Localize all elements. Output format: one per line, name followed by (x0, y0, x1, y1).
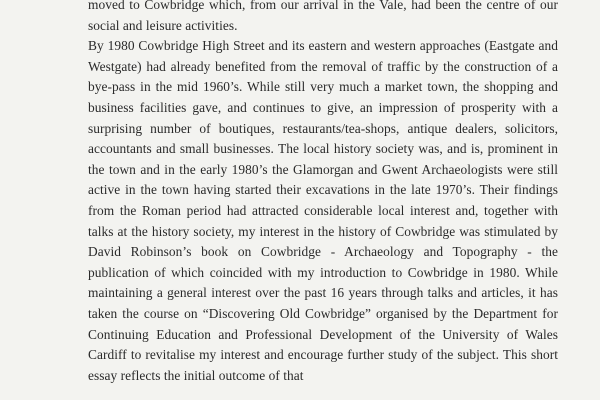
essay-text (88, 0, 558, 386)
paragraph-1: moved to Cowbridge which, from our arrival in the Vale, had been the centre of our social and leisure activities. (88, 0, 558, 33)
paragraph-2: By 1980 Cowbridge High Street and its eastern and western approaches (Eastgate and Westgate) had already benefited from the removal of traffic by the construction of a bye-pass in the mid 1960’s. While still very much a market town, the shopping and business facilities gave, and continues to give, an impression of prosperity with a surprising number of boutiques, restaurants/tea-shops, antique dealers, solicitors, accountants and small businesses. The local history society was, and is, prominent in the town and in the early 1980’s the Glamorgan and Gwent Archaeologists were still active in the town having started their excavations in the late 1970’s. Their findings from the Roman period had attracted considerable local interest and, together with talks at the history society, my interest in the history of Cowbridge was stimulated by David Robinson’s book on Cowbridge - Archaeology and Topography - the publication of which coincided with my introduction to Cowbridge in 1980. While maintaining a general interest over the past 16 years through talks and articles, it has taken the course on “Discovering Old Cowbridge” organised by the Department for Continuing Education and Professional Development of the University of Wales Cardiff to revitalise my interest and encourage further study of the subject. This short essay reflects the initial outcome of that (88, 38, 558, 383)
